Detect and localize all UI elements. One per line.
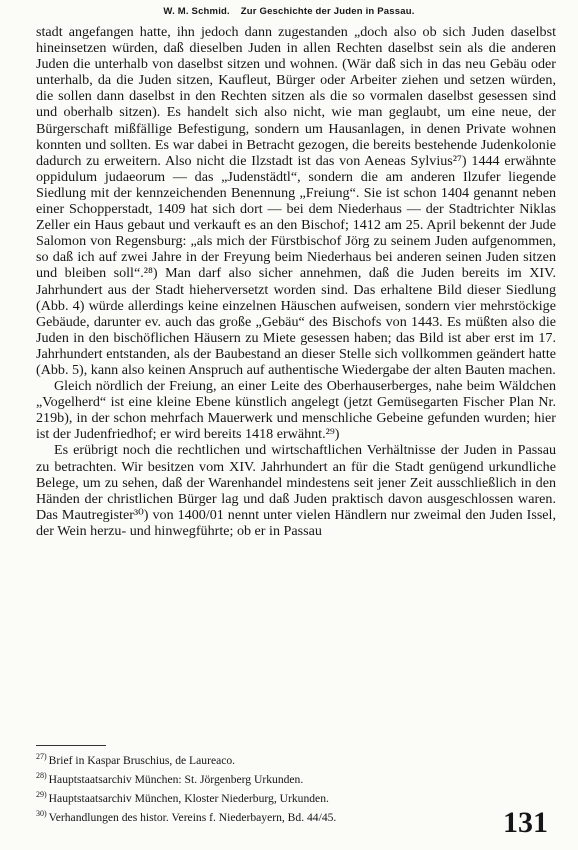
footnote-text: Hauptstaatsarchiv München: St. Jörgenberg Urkunden. bbox=[48, 772, 304, 786]
footnote-text: Hauptstaatsarchiv München, Kloster Niederburg, Urkunden. bbox=[48, 791, 329, 805]
footnote-27 bbox=[36, 749, 556, 768]
footnote-number: 30) bbox=[36, 809, 47, 819]
paragraph-3: Es erübrigt noch die rechtlichen und wirtschaftlichen Verhältnisse der Juden in Passau zu betrachten. Wir besitzen vom XIV. Jahrhundert an für die Stadt genügend urkundliche Belege, um zu sehen, daß der Warenhandel mindestens seit jener Zeit ausschließlich in den Händen der christlichen Bürger lag und daß Juden praktisch davon ausgeschlossen waren. Das Mautregister³⁰) von 1400/01 nennt unter vielen Händlern nur zweimal den Juden Issel, der Wein herzu- und hinwegführte; ob er in Passau bbox=[36, 442, 556, 539]
header-author: W. M. Schmid. bbox=[163, 6, 230, 17]
footnote-number: 27) bbox=[36, 752, 47, 761]
footnote-text: Verhandlungen des histor. Vereins f. Niederbayern, Bd. 44/45. bbox=[48, 811, 337, 825]
footnote-number: 29) bbox=[36, 790, 47, 800]
footnotes bbox=[36, 749, 556, 825]
footnote-29 bbox=[36, 787, 556, 806]
footnote-28 bbox=[36, 768, 556, 787]
footnote-30 bbox=[36, 806, 556, 825]
header-title: Zur Geschichte der Juden in Passau. bbox=[240, 6, 415, 17]
main-text bbox=[36, 24, 556, 539]
footnote-text: Brief in Kaspar Bruschius, de Laureaco. bbox=[48, 753, 236, 767]
footnote-number: 28) bbox=[36, 771, 47, 781]
paragraph-1: stadt angefangen hatte, ihn jedoch dann zugestanden „doch also ob sich Juden daselbst hineinsetzen würden, daß dieselben Juden in allen Rechten daselbst sein als die anderen Juden die unterhalb von daselbst sitzen und wohnen. (Wär daß sich in das neu Gebäu oder unterhalb, da die Juden sitzen, Kaufleut, Bürger oder Arbeiter ziehen und setzen würden, die sollen dann daselbst in den Rechten sitzen als die so vormalen daselbst gesessen sind und oberhalb sitzen). Es handelt sich also nicht, wie man geglaubt, um eine neue, der Bürgerschaft mißfällige Befestigung, sondern um Hausanlagen, in denen Private wohnen konnten und sollten. Es war dabei in Betracht gezogen, die bereits bestehende Judenkolonie dadurch zu erweitern. Also nicht die Ilzstadt ist das von Aeneas Sylvius²⁷) 1444 erwähnte oppidulum judaeorum — das „Judenstädtl“, sondern die am anderen Ilzufer liegende Siedlung mit der kennzeichenden Benennung „Freiung“. Sie ist schon 1404 genannt neben einer Schopperstadt, 1409 hat sich dort — bei dem Niederhaus — der Stadtrichter Niklas Zeller ein Haus gebaut und verkauft es an den Bischof; 1412 am 25. April bekennt der Jude Salomon von Regensburg: „als mich der Fürstbischof Jörg zu seinem Juden aufgenommen, so daß ich auf zwei Jahre in der Freyung beim Niederhaus bei anderen seinen Juden sitzen und bleiben soll“.²⁸) Man darf also sicher annehmen, daß die Juden bereits im XIV. Jahrhundert aus der Stadt hieherversetzt worden sind. Das erhaltene Bild dieser Siedlung (Abb. 4) würde allerdings keine einzelnen Häuschen aufweisen, sondern vier mehrstöckige Gebäude, darunter ev. auch das große „Gebäu“ des Bischofs von 1443. Es müßten also die Juden in den bischöflichen Häusern zu Miete gesessen haben; das Bild ist aber erst im 17. Jahrhundert entstanden, als der Baubestand an dieser Stelle sich vollkommen geändert hatte (Abb. 5), kann also keinen Anspruch auf authentische Wiedergabe der alten Bauten machen. bbox=[36, 24, 556, 378]
footnote-divider bbox=[36, 745, 106, 746]
page-number: 131 bbox=[503, 806, 548, 839]
running-header bbox=[0, 6, 578, 17]
paragraph-2: Gleich nördlich der Freiung, an einer Leite des Oberhauserberges, nahe beim Wäldchen „Vogelherd“ ist eine kleine Ebene künstlich angelegt (jetzt Gemüsegarten Fischer Plan Nr. 219b), in der schon mehrfach Mauerwerk und menschliche Gebeine gefunden wurden; hier ist der Judenfriedhof; er wird bereits 1418 erwähnt.²⁹) bbox=[36, 378, 556, 443]
